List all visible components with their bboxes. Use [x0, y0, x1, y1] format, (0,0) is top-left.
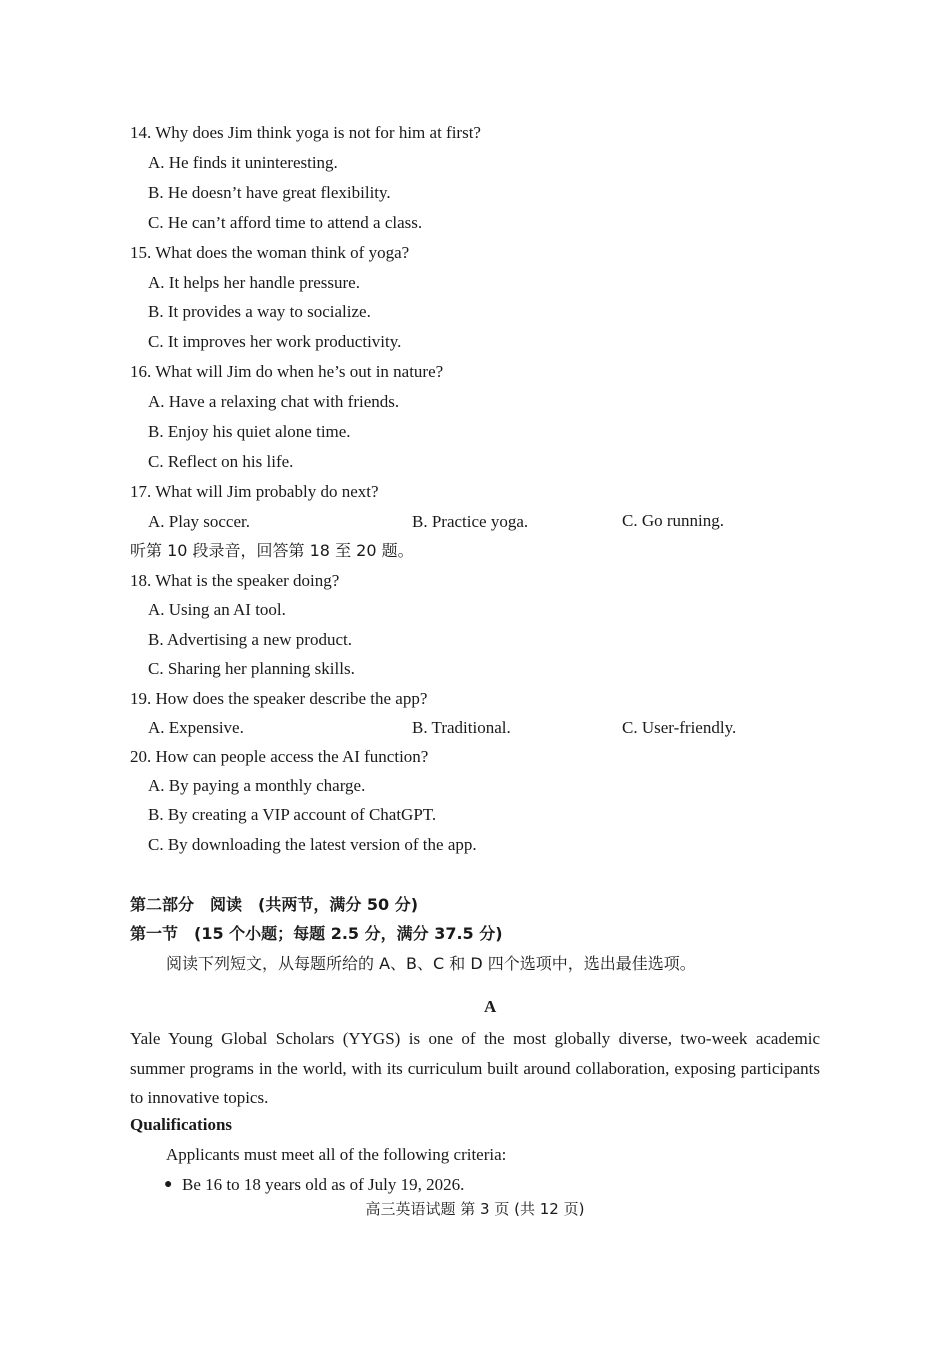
question-14: 14. Why does Jim think yoga is not for him at first?	[130, 123, 481, 142]
q19-option-a: A. Expensive.	[148, 718, 244, 737]
part-2-title: 第二部分 阅读 (共两节，满分 50 分)	[130, 895, 419, 914]
reading-instruction: 阅读下列短文，从每题所给的 A、B、C 和 D 四个选项中，选出最佳选项。	[166, 954, 696, 973]
section-1-title: 第一节 (15 个小题；每题 2.5 分，满分 37.5 分)	[130, 924, 503, 943]
qualifications-heading: Qualifications	[130, 1115, 233, 1134]
criteria-lead: Applicants must meet all of the following criteria:	[166, 1145, 507, 1164]
q17-option-b: B. Practice yoga.	[412, 512, 529, 531]
q19-option-c: C. User-friendly.	[622, 718, 737, 737]
q14-option-a: A. He finds it uninteresting.	[148, 153, 338, 172]
q14-option-c: C. He can’t afford time to attend a class.	[148, 213, 423, 232]
q15-option-b: B. It provides a way to socialize.	[148, 302, 371, 321]
q15-option-c: C. It improves her work productivity.	[148, 332, 402, 351]
question-16: 16. What will Jim do when he’s out in nature?	[130, 362, 444, 381]
q17-option-a: A. Play soccer.	[148, 512, 250, 531]
q16-option-b: B. Enjoy his quiet alone time.	[148, 422, 351, 441]
q14-option-b: B. He doesn’t have great flexibility.	[148, 183, 391, 202]
q19-option-b: B. Traditional.	[412, 718, 511, 737]
q18-option-c: C. Sharing her planning skills.	[148, 659, 355, 678]
page-footer: 高三英语试题 第 3 页 (共 12 页)	[365, 1200, 585, 1218]
question-17: 17. What will Jim probably do next?	[130, 482, 379, 501]
q17-option-c: C. Go running.	[622, 511, 724, 530]
passage-label: A	[484, 997, 497, 1016]
q18-option-b: B. Advertising a new product.	[148, 630, 352, 649]
q15-option-a: A. It helps her handle pressure.	[148, 273, 360, 292]
bullet-dot: ●	[164, 1177, 173, 1192]
q20-option-a: A. By paying a monthly charge.	[148, 776, 366, 795]
q20-option-b: B. By creating a VIP account of ChatGPT.	[148, 805, 437, 824]
question-19: 19. How does the speaker describe the app?	[130, 689, 428, 708]
q20-option-c: C. By downloading the latest version of the app.	[148, 835, 477, 854]
question-18: 18. What is the speaker doing?	[130, 571, 340, 590]
question-15: 15. What does the woman think of yoga?	[130, 243, 410, 262]
q16-option-c: C. Reflect on his life.	[148, 452, 294, 471]
question-20: 20. How can people access the AI function?	[130, 747, 429, 766]
q16-option-a: A. Have a relaxing chat with friends.	[148, 392, 400, 411]
segment-10-instruction: 听第 10 段录音，回答第 18 至 20 题。	[130, 541, 414, 560]
passage-intro: Yale Young Global Scholars (YYGS) is one of the most globally diverse, two-week academic summer programs in the world, with its curriculum built around collaboration, exposing participants to innovative topics.	[130, 1029, 820, 1107]
criteria-bullet-1: Be 16 to 18 years old as of July 19, 2026.	[182, 1175, 465, 1194]
q18-option-a: A. Using an AI tool.	[148, 600, 286, 619]
